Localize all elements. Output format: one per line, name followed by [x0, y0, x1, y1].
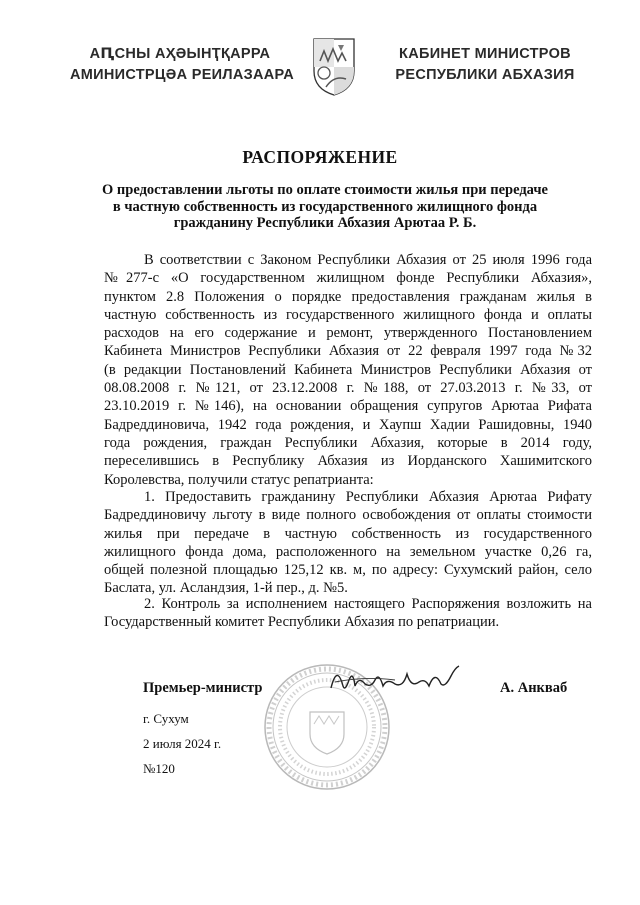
text-line: 1. Предоставить гражданину Республики Абхазия Арютаа Рифату [144, 489, 592, 505]
document-subtitle [95, 182, 555, 232]
text-line: 08.08.2008 г. №121, от 23.12.2008 г. №188, от 27.03.2013 г. №33, от [104, 380, 592, 397]
document-date: 2 июля 2024 г. [143, 736, 222, 751]
text-line: Королевства, получили статус репатрианта: [104, 471, 374, 488]
clause-1-paragraph [104, 488, 592, 598]
text-line: Бадреддиновичу льготу в виде полного освобождения от оплаты стоимости [104, 507, 592, 524]
subtitle-line: в частную собственность из государственного жилищного фонда [112, 198, 538, 215]
header-left-line1: АԤСНЫ АҲӘЫНҬҚАРРА [89, 46, 271, 62]
text-line: 2. Контроль за исполнением настоящего Распоряжения возложить на [144, 596, 592, 612]
text-line: Государственный комитет Республики Абхазия по репатриации. [104, 614, 500, 631]
subtitle-line: гражданину Республики Абхазия Арютаа Р. Б. [173, 215, 477, 231]
text-line: общей полезной площадью 125,12 кв. м, по адресу: Сухумский район, село [104, 562, 592, 579]
text-line: В соответствии с Законом Республики Абхазия от 25 июля 1996 года [144, 252, 592, 268]
document-title: РАСПОРЯЖЕНИЕ [242, 147, 398, 167]
text-line: (в редакции Постановлений Кабинета Министров Республики Абхазия от [104, 361, 592, 378]
text-line: пунктом 2.8 Положения о порядке предоставления гражданам жилья в [104, 288, 592, 305]
text-line: переселившись в Республику Абхазия из Иорданского Хашимитского [104, 453, 592, 470]
text-line: Бадреддиновича, 1942 года рождения, и Хаупш Хадии Рашидовны, 1940 [104, 416, 592, 433]
header-right-russian [380, 44, 590, 86]
text-line: Баслата, ул. Асландзия, 1-й пер., д. №5. [104, 580, 348, 597]
text-line: 23.10.2019 г. №146), на основании обращения супругов Арютаа Рифата [104, 398, 592, 415]
header-right-line1: КАБИНЕТ МИНИСТРОВ [399, 46, 571, 62]
clause-2-paragraph [104, 595, 592, 632]
signature-icon [325, 658, 465, 702]
text-line: жилья при передаче в частную собственность из государственного [104, 525, 592, 542]
text-line: Кабинета Министров Республики Абхазия от 22 февраля 1997 года №32 [104, 343, 592, 360]
header-left-abkhaz [70, 44, 295, 86]
text-line: частную собственность из государственного жилищного фонда и оплаты [104, 306, 592, 323]
preamble-paragraph [104, 251, 592, 489]
document-city: г. Сухум [143, 711, 189, 726]
subtitle-line: О предоставлении льготы по оплате стоимости жилья при передаче [102, 182, 548, 198]
state-emblem-icon [300, 37, 368, 97]
document-number: №120 [143, 761, 175, 776]
text-line: №277-с «О государственном жилищном фонде Республики Абхазия», [104, 270, 592, 287]
header-right-line2: РЕСПУБЛИКИ АБХАЗИЯ [395, 67, 575, 83]
text-line: года рождения, граждан Республики Абхазия, которые в 2014 году, [104, 434, 592, 451]
text-line: расходов на его содержание и ремонт, утвержденного Постановлением [104, 325, 592, 342]
header-left-line2: АМИНИСТРЦӘА РЕИЛАЗААРА [70, 67, 295, 83]
signatory-name: А. Анкваб [500, 680, 568, 696]
text-line: жилищного фонда дома, расположенного на земельном участке 0,26 га, [104, 543, 592, 560]
signatory-title: Премьер-министр [143, 680, 263, 696]
